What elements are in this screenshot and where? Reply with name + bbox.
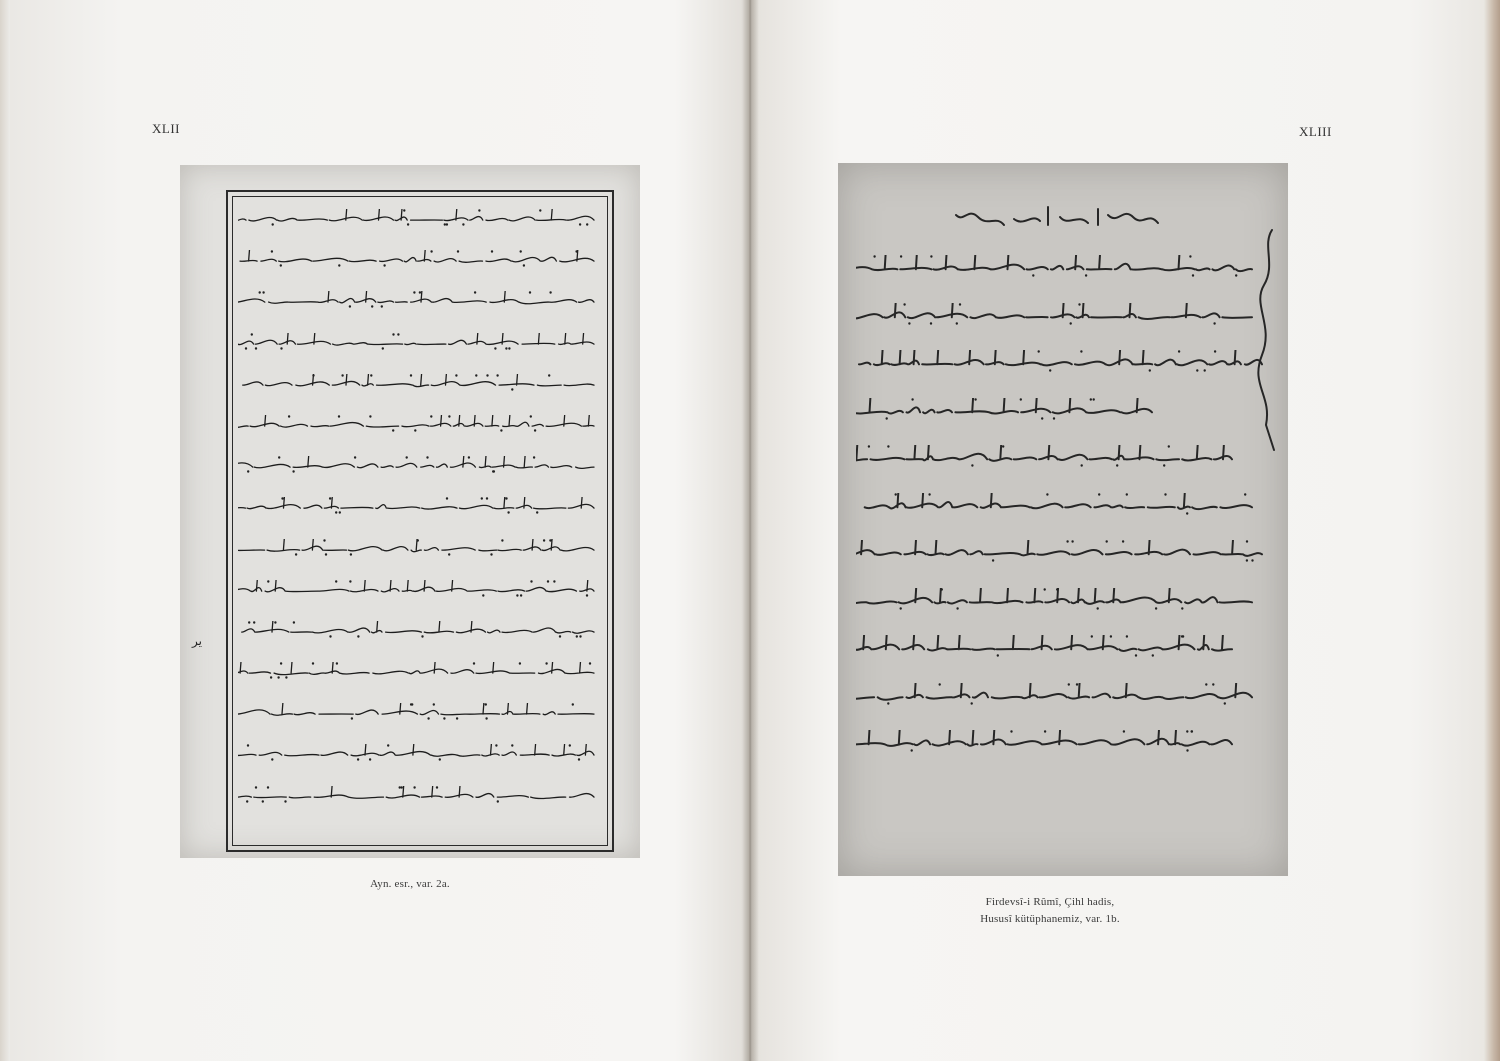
right-page-edge xyxy=(1484,0,1500,1061)
manuscript-line xyxy=(856,303,1276,325)
manuscript-text-lines xyxy=(238,209,598,827)
right-manuscript-plate xyxy=(838,163,1288,876)
manuscript-line xyxy=(238,580,598,597)
margin-mark: ير xyxy=(192,634,202,648)
manuscript-line xyxy=(856,730,1276,752)
left-page-edge xyxy=(0,0,10,1061)
manuscript-text-lines xyxy=(856,255,1276,778)
manuscript-line xyxy=(238,786,598,803)
manuscript-line xyxy=(856,540,1276,562)
manuscript-line xyxy=(856,588,1276,610)
manuscript-line xyxy=(238,209,598,226)
manuscript-line xyxy=(238,250,598,267)
manuscript-line xyxy=(856,445,1276,467)
manuscript-line xyxy=(856,350,1276,372)
book-gutter xyxy=(741,0,759,1061)
manuscript-line xyxy=(856,493,1276,515)
manuscript-line xyxy=(238,291,598,308)
manuscript-line xyxy=(856,635,1276,657)
manuscript-line xyxy=(238,456,598,473)
manuscript-line xyxy=(238,374,598,391)
manuscript-line xyxy=(856,255,1276,277)
manuscript-line xyxy=(238,497,598,514)
manuscript-line xyxy=(238,621,598,638)
left-folio-number: XLII xyxy=(152,121,180,136)
manuscript-line xyxy=(238,744,598,761)
manuscript-line xyxy=(238,662,598,679)
manuscript-line xyxy=(238,703,598,720)
manuscript-line xyxy=(856,683,1276,705)
manuscript-line xyxy=(238,415,598,432)
right-caption-line-2: Hususî kütüphanemiz, var. 1b. xyxy=(980,913,1120,925)
right-folio-number: XLIII xyxy=(1299,124,1332,139)
basmala-heading xyxy=(948,203,1168,231)
right-caption xyxy=(900,894,1200,928)
manuscript-line xyxy=(238,539,598,556)
left-caption: Ayn. esr., var. 2a. xyxy=(370,878,450,890)
manuscript-line xyxy=(856,398,1276,420)
right-caption-line-1: Firdevsî-i Rûmî, Çihl hadis, xyxy=(985,896,1115,908)
left-manuscript-plate xyxy=(180,165,640,858)
manuscript-line xyxy=(238,333,598,350)
